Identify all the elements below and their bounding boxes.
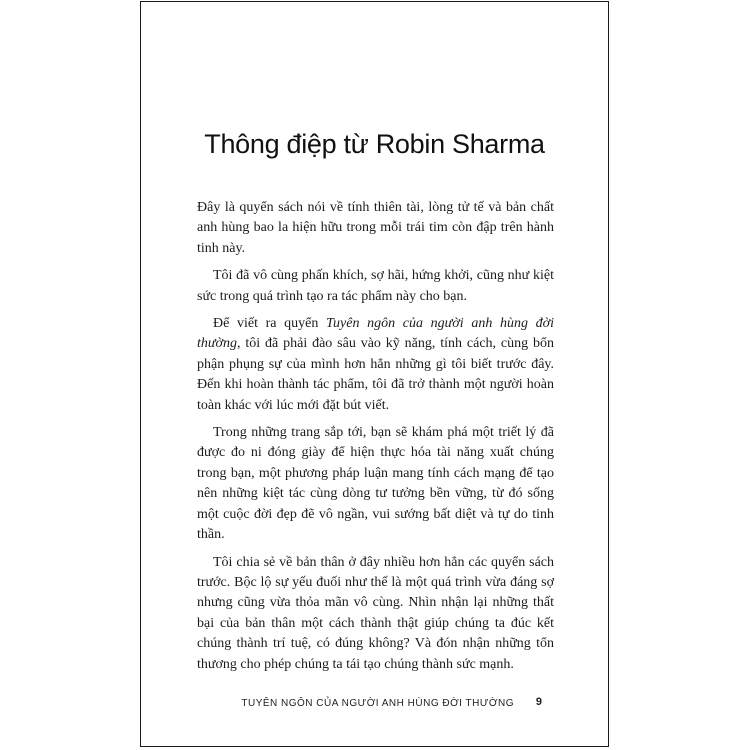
page-footer: [141, 696, 608, 712]
paragraph-text: , tôi đã phải đào sâu vào kỹ năng, tính cách, cùng bổn phận phụng sự của mình hơn hẳn những gì tôi biết trước đây. Đến khi hoàn thành tác phẩm, tôi đã trở thành một người hoàn toàn khác với lúc mới đặt bút viết.: [197, 336, 554, 413]
paragraph-text: Để viết ra quyển: [213, 316, 327, 332]
paragraph-text: Đây là quyển sách nói về tính thiên tài, lòng tử tế và bản chất anh hùng bao la hiện hữu trong mỗi trái tim còn đập trên hành tinh này.: [197, 200, 554, 256]
book-page: [140, 1, 609, 747]
paragraph: [197, 314, 554, 416]
paragraph: [197, 198, 554, 259]
running-head: TUYÊN NGÔN CỦA NGƯỜI ANH HÙNG ĐỜI THƯỜNG: [241, 698, 514, 709]
body-text: [197, 198, 554, 682]
book-title-italic: Tuyên ngôn của người anh hùng đời thường: [197, 316, 554, 352]
paragraph-text: Tôi chia sẻ về bản thân ở đây nhiều hơn hẳn các quyển sách trước. Bộc lộ sự yếu đuối như thế là một quá trình vừa đáng sợ nhưng cũng vừa thỏa mãn vô cùng. Nhìn nhận lại những thất bại của bản thân một cách thành thật giúp chúng ta đúc kết chúng thành trí tuệ, có đúng không? Và đón nhận những tổn thương cho phép chúng ta tái tạo chúng thành sức mạnh.: [197, 554, 554, 672]
paragraph-text: Trong những trang sắp tới, bạn sẽ khám phá một triết lý đã được đo ni đóng giày để hiện thực hóa tài năng xuất chúng trong bạn, một phương pháp luận mang tính cách mạng để tạo nên những kiệt tác cùng dòng tư tưởng bền vững, từ đó sống một cuộc đời đẹp đẽ vô ngần, vui sướng bất diệt và tự do tinh thần.: [197, 425, 554, 543]
paragraph: [197, 553, 554, 675]
paragraph-text: Tôi đã vô cùng phấn khích, sợ hãi, hứng khởi, cũng như kiệt sức trong quá trình tạo ra tác phẩm này cho bạn.: [197, 268, 554, 304]
page-title: Thông điệp từ Robin Sharma: [204, 129, 545, 159]
paragraph: [197, 423, 554, 545]
paragraph: [197, 266, 554, 307]
page-number: 9: [535, 696, 542, 708]
